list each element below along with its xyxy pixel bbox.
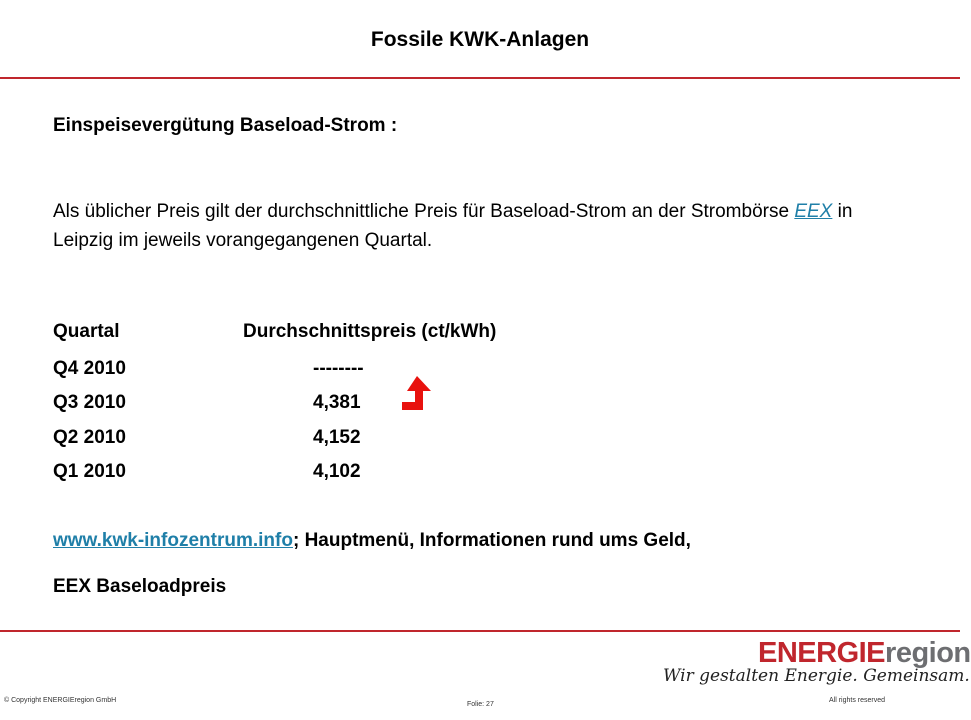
source-text: ; Hauptmenü, Informationen rund ums Geld,	[292, 530, 691, 551]
copyright-text: © Copyright ENERGIEregion GmbH	[4, 697, 117, 704]
paragraph-text-before: Als üblicher Preis gilt der durchschnittliche Preis für Baseload-Strom an der Strombörse	[53, 201, 795, 222]
logo-part-energie: ENERGIE	[758, 637, 886, 669]
table-row-price: 4,381	[313, 392, 361, 413]
slide-number: Folie: 27	[467, 701, 494, 708]
table-row-quarter: Q3 2010	[53, 392, 126, 413]
table-row-quarter: Q2 2010	[53, 427, 126, 448]
table-header-price: Durchschnittspreis (ct/kWh)	[243, 321, 497, 342]
up-turn-arrow-icon	[400, 374, 434, 414]
table-header-quarter: Quartal	[53, 321, 120, 342]
logo-tagline: Wir gestalten Energie. Gemeinsam.	[663, 666, 970, 686]
description-paragraph	[53, 197, 873, 255]
table-row-quarter: Q1 2010	[53, 461, 126, 482]
slide-title: Fossile KWK-Anlagen	[370, 28, 590, 51]
bottom-divider	[0, 630, 960, 632]
table-row-quarter: Q4 2010	[53, 358, 126, 379]
kwk-infozentrum-link[interactable]: www.kwk-infozentrum.info	[53, 530, 293, 551]
source-line-2: EEX Baseloadpreis	[53, 576, 227, 597]
source-line	[53, 530, 691, 552]
paragraph-text-after: in Leipzig im jeweils vorangegangenen Quartal.	[53, 201, 853, 251]
logo-part-region: region	[885, 637, 971, 669]
eex-link[interactable]: EEX	[794, 201, 833, 222]
rights-text: All rights reserved	[829, 697, 886, 704]
table-row-price: 4,102	[313, 461, 361, 482]
table-row-price: 4,152	[313, 427, 361, 448]
table-row-price: --------	[313, 358, 364, 379]
section-heading: Einspeisevergütung Baseload-Strom :	[53, 115, 398, 136]
top-divider	[0, 77, 960, 79]
